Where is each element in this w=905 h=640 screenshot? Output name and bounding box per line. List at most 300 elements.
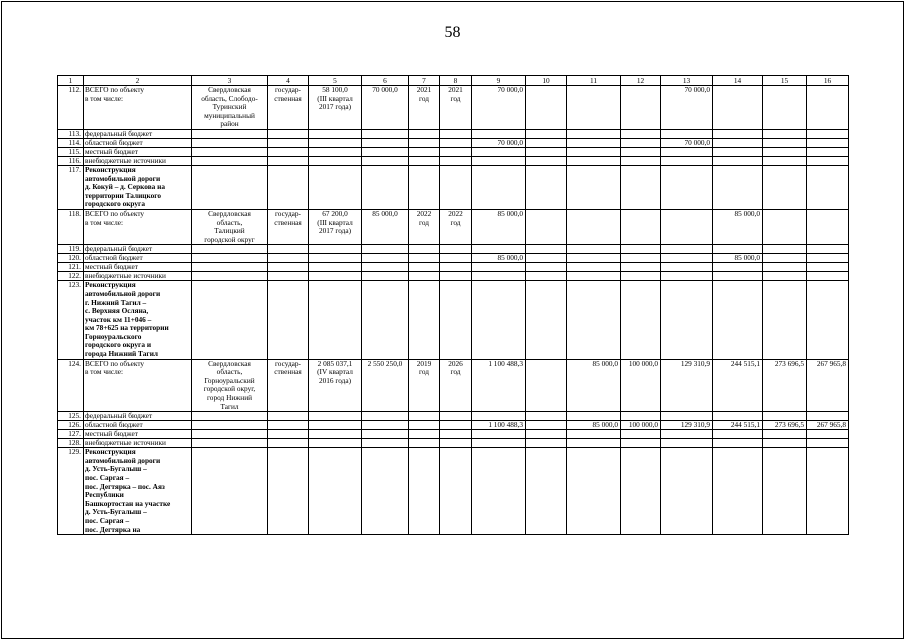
table-cell bbox=[713, 281, 763, 359]
table-cell bbox=[309, 138, 362, 147]
table-cell bbox=[763, 147, 807, 156]
table-cell: 124. bbox=[58, 359, 84, 412]
table-cell: внебюджетные источники bbox=[84, 439, 192, 448]
table-cell bbox=[621, 254, 661, 263]
table-row bbox=[58, 147, 849, 156]
table-cell bbox=[567, 86, 621, 130]
table-cell bbox=[621, 263, 661, 272]
table-cell: 2 085 037,1 (IV квартал 2016 года) bbox=[309, 359, 362, 412]
table-cell bbox=[621, 165, 661, 209]
table-cell: Свердловская область, Горноуральский городской округ, город Нижний Тагил bbox=[192, 359, 268, 412]
table-cell: областной бюджет bbox=[84, 254, 192, 263]
table-row bbox=[58, 439, 849, 448]
table-cell: 100 000,0 bbox=[621, 359, 661, 412]
table-cell bbox=[807, 272, 849, 281]
column-header: 16 bbox=[807, 76, 849, 86]
table-cell bbox=[567, 138, 621, 147]
table-cell: федеральный бюджет bbox=[84, 245, 192, 254]
table-cell: 122. bbox=[58, 272, 84, 281]
table-cell bbox=[362, 165, 409, 209]
table-cell bbox=[409, 439, 440, 448]
table-cell bbox=[807, 86, 849, 130]
column-header: 1 bbox=[58, 76, 84, 86]
table-row bbox=[58, 430, 849, 439]
table-cell: 2022 год bbox=[440, 209, 472, 244]
table-cell bbox=[472, 439, 526, 448]
table-cell: 70 000,0 bbox=[661, 86, 713, 130]
table-cell bbox=[567, 430, 621, 439]
table-cell bbox=[567, 281, 621, 359]
table-cell bbox=[472, 129, 526, 138]
table-cell bbox=[526, 263, 567, 272]
table-cell bbox=[763, 156, 807, 165]
page-number: 58 bbox=[444, 24, 461, 41]
table-cell bbox=[309, 147, 362, 156]
table-cell bbox=[567, 263, 621, 272]
table-cell bbox=[409, 147, 440, 156]
table-cell bbox=[713, 439, 763, 448]
table-cell: 2019 год bbox=[409, 359, 440, 412]
table-cell: 85 000,0 bbox=[567, 359, 621, 412]
table-row bbox=[58, 245, 849, 254]
table-row bbox=[58, 86, 849, 130]
table-cell: местный бюджет bbox=[84, 430, 192, 439]
table-cell bbox=[440, 254, 472, 263]
table-cell bbox=[362, 254, 409, 263]
table-cell bbox=[763, 430, 807, 439]
table-cell bbox=[362, 430, 409, 439]
table-cell bbox=[268, 412, 309, 421]
table-cell bbox=[268, 272, 309, 281]
table-cell bbox=[713, 448, 763, 535]
table-cell bbox=[440, 147, 472, 156]
table-cell bbox=[567, 129, 621, 138]
table-cell bbox=[309, 263, 362, 272]
table-cell bbox=[192, 281, 268, 359]
table-cell: государ- ственная bbox=[268, 359, 309, 412]
table-cell: 114. bbox=[58, 138, 84, 147]
column-header: 8 bbox=[440, 76, 472, 86]
table-cell bbox=[763, 86, 807, 130]
table-cell bbox=[192, 147, 268, 156]
table-cell bbox=[409, 272, 440, 281]
table-cell: 244 515,1 bbox=[713, 421, 763, 430]
table-cell bbox=[409, 156, 440, 165]
table-cell bbox=[567, 165, 621, 209]
table-cell bbox=[621, 129, 661, 138]
table-cell bbox=[763, 254, 807, 263]
table-cell: 85 000,0 bbox=[713, 254, 763, 263]
table-cell bbox=[472, 165, 526, 209]
table-cell bbox=[440, 165, 472, 209]
table-cell bbox=[309, 281, 362, 359]
table-cell: 121. bbox=[58, 263, 84, 272]
table-cell bbox=[409, 263, 440, 272]
table-cell: 116. bbox=[58, 156, 84, 165]
table-cell: внебюджетные источники bbox=[84, 272, 192, 281]
table-cell bbox=[472, 156, 526, 165]
table-cell: государ- ственная bbox=[268, 209, 309, 244]
table-cell bbox=[309, 254, 362, 263]
table-cell: 129 310,9 bbox=[661, 359, 713, 412]
table-cell bbox=[362, 439, 409, 448]
table-cell bbox=[362, 129, 409, 138]
table-cell: Реконструкция автомобильной дороги д. Кокуй – д. Серкова на территории Талицкого городского округа bbox=[84, 165, 192, 209]
table-cell: 67 200,0 (III квартал 2017 года) bbox=[309, 209, 362, 244]
table-cell bbox=[268, 156, 309, 165]
table-cell bbox=[309, 272, 362, 281]
table-cell bbox=[472, 430, 526, 439]
column-header: 15 bbox=[763, 76, 807, 86]
table-row bbox=[58, 254, 849, 263]
table-cell: 129 310,9 bbox=[661, 421, 713, 430]
table-cell bbox=[409, 165, 440, 209]
table-cell bbox=[807, 412, 849, 421]
table-cell bbox=[661, 209, 713, 244]
table-cell bbox=[807, 430, 849, 439]
table-cell: Свердловская область, Слободо- Туринский муниципальный район bbox=[192, 86, 268, 130]
table-row bbox=[58, 272, 849, 281]
table-cell: 120. bbox=[58, 254, 84, 263]
table-cell bbox=[807, 129, 849, 138]
table-cell: 273 696,5 bbox=[763, 359, 807, 412]
table-cell: 273 696,5 bbox=[763, 421, 807, 430]
table-cell bbox=[268, 138, 309, 147]
table-cell bbox=[309, 129, 362, 138]
table-cell: федеральный бюджет bbox=[84, 129, 192, 138]
table-cell bbox=[763, 138, 807, 147]
table-cell bbox=[763, 209, 807, 244]
table-cell: 85 000,0 bbox=[713, 209, 763, 244]
table-cell bbox=[807, 439, 849, 448]
table-cell bbox=[268, 430, 309, 439]
column-header: 6 bbox=[362, 76, 409, 86]
header-row bbox=[58, 76, 849, 86]
table-cell bbox=[807, 245, 849, 254]
table-cell bbox=[440, 281, 472, 359]
table-cell bbox=[192, 412, 268, 421]
table-cell bbox=[713, 86, 763, 130]
table-cell bbox=[440, 412, 472, 421]
table-cell bbox=[621, 209, 661, 244]
table-cell bbox=[440, 263, 472, 272]
table-cell bbox=[713, 147, 763, 156]
table-cell bbox=[621, 281, 661, 359]
table-row bbox=[58, 421, 849, 430]
table-cell bbox=[362, 272, 409, 281]
table-cell: 2021 год bbox=[409, 86, 440, 130]
table-cell bbox=[526, 165, 567, 209]
table-cell bbox=[526, 129, 567, 138]
table-cell bbox=[309, 412, 362, 421]
table-cell: Реконструкция автомобильной дороги г. Нижний Тагил – с. Верхняя Осляна, участок км 11+046 – км 78+625 на территории Горноуральского городского округа и города Нижний Тагил bbox=[84, 281, 192, 359]
table-cell bbox=[763, 245, 807, 254]
table-cell bbox=[661, 245, 713, 254]
table-cell bbox=[621, 448, 661, 535]
table-cell bbox=[661, 254, 713, 263]
table-cell: 267 965,8 bbox=[807, 359, 849, 412]
table-cell bbox=[621, 156, 661, 165]
table-cell: 2021 год bbox=[440, 86, 472, 130]
table-cell: 2 550 250,0 bbox=[362, 359, 409, 412]
table-cell bbox=[192, 439, 268, 448]
table-cell bbox=[807, 448, 849, 535]
table-cell bbox=[362, 412, 409, 421]
table-cell bbox=[567, 448, 621, 535]
table-cell: ВСЕГО по объекту в том числе: bbox=[84, 209, 192, 244]
table-cell bbox=[661, 272, 713, 281]
table-cell bbox=[763, 281, 807, 359]
table-cell bbox=[409, 245, 440, 254]
table-cell bbox=[621, 272, 661, 281]
table-cell bbox=[763, 439, 807, 448]
table-row bbox=[58, 138, 849, 147]
table-cell bbox=[661, 165, 713, 209]
table-cell: внебюджетные источники bbox=[84, 156, 192, 165]
table-cell bbox=[621, 138, 661, 147]
table-cell bbox=[621, 147, 661, 156]
table-cell: местный бюджет bbox=[84, 263, 192, 272]
table-cell bbox=[661, 147, 713, 156]
table-cell: 123. bbox=[58, 281, 84, 359]
table-cell: 125. bbox=[58, 412, 84, 421]
table-cell bbox=[807, 254, 849, 263]
table-cell: Свердловская область, Талицкий городской округ bbox=[192, 209, 268, 244]
table-row bbox=[58, 359, 849, 412]
table-cell bbox=[526, 254, 567, 263]
table-cell bbox=[807, 263, 849, 272]
table-cell bbox=[713, 245, 763, 254]
table-cell bbox=[763, 165, 807, 209]
table-cell bbox=[362, 448, 409, 535]
table-cell bbox=[192, 138, 268, 147]
table-cell bbox=[409, 421, 440, 430]
table-cell: 58 100,0 (III квартал 2017 года) bbox=[309, 86, 362, 130]
column-header: 5 bbox=[309, 76, 362, 86]
table-cell bbox=[526, 281, 567, 359]
table-cell bbox=[661, 439, 713, 448]
table-cell: 85 000,0 bbox=[362, 209, 409, 244]
table-cell bbox=[268, 165, 309, 209]
table-cell bbox=[472, 245, 526, 254]
table-cell bbox=[268, 263, 309, 272]
table-cell: 70 000,0 bbox=[472, 86, 526, 130]
table-cell bbox=[763, 448, 807, 535]
table-cell bbox=[807, 209, 849, 244]
table-cell bbox=[268, 129, 309, 138]
table-row bbox=[58, 165, 849, 209]
table-cell bbox=[440, 138, 472, 147]
table-cell: 113. bbox=[58, 129, 84, 138]
table-cell bbox=[192, 430, 268, 439]
table-cell bbox=[192, 129, 268, 138]
table-cell: 1 100 488,3 bbox=[472, 359, 526, 412]
table-cell bbox=[621, 412, 661, 421]
table-cell bbox=[472, 147, 526, 156]
table-cell bbox=[192, 254, 268, 263]
table-cell bbox=[661, 129, 713, 138]
table-row bbox=[58, 263, 849, 272]
table-cell bbox=[567, 272, 621, 281]
table-cell: 128. bbox=[58, 439, 84, 448]
column-header: 9 bbox=[472, 76, 526, 86]
table-cell: 85 000,0 bbox=[472, 254, 526, 263]
table-row bbox=[58, 129, 849, 138]
table-cell: 126. bbox=[58, 421, 84, 430]
table-row bbox=[58, 448, 849, 535]
table-cell: 129. bbox=[58, 448, 84, 535]
table-cell bbox=[713, 412, 763, 421]
table-cell bbox=[526, 209, 567, 244]
table-cell: государ- ственная bbox=[268, 86, 309, 130]
table-cell bbox=[409, 138, 440, 147]
table-cell bbox=[763, 272, 807, 281]
table-cell bbox=[621, 439, 661, 448]
table-cell bbox=[807, 165, 849, 209]
table-cell bbox=[192, 165, 268, 209]
table-cell bbox=[621, 86, 661, 130]
table-cell bbox=[526, 138, 567, 147]
table-cell bbox=[713, 165, 763, 209]
table-cell bbox=[713, 129, 763, 138]
table-row bbox=[58, 281, 849, 359]
table-cell bbox=[192, 421, 268, 430]
table-cell bbox=[713, 263, 763, 272]
table-cell bbox=[567, 254, 621, 263]
table-cell: 117. bbox=[58, 165, 84, 209]
table-cell: федеральный бюджет bbox=[84, 412, 192, 421]
table-cell bbox=[526, 439, 567, 448]
table-cell bbox=[661, 430, 713, 439]
table-cell: 267 965,8 bbox=[807, 421, 849, 430]
table-cell bbox=[440, 272, 472, 281]
table-cell: Реконструкция автомобильной дороги д. Усть-Бугалыш – пос. Саргая – пос. Дегтярка – пос. Аяз Республики Башкортостан на участке д. Усть-Бугалыш – пос. Саргая – пос. Дегтярка на bbox=[84, 448, 192, 535]
table-cell bbox=[440, 430, 472, 439]
table-cell bbox=[362, 245, 409, 254]
table-cell: 112. bbox=[58, 86, 84, 130]
table-cell bbox=[621, 430, 661, 439]
table-cell bbox=[661, 281, 713, 359]
table-cell bbox=[526, 245, 567, 254]
table-cell bbox=[661, 448, 713, 535]
table-cell bbox=[567, 156, 621, 165]
table-cell bbox=[409, 281, 440, 359]
table-cell bbox=[621, 245, 661, 254]
table-cell bbox=[763, 129, 807, 138]
table-cell bbox=[526, 147, 567, 156]
table-cell: 70 000,0 bbox=[472, 138, 526, 147]
table-cell bbox=[309, 245, 362, 254]
table-cell bbox=[409, 448, 440, 535]
table-cell bbox=[362, 421, 409, 430]
table-cell: местный бюджет bbox=[84, 147, 192, 156]
column-header: 2 bbox=[84, 76, 192, 86]
table-cell bbox=[268, 439, 309, 448]
table-cell bbox=[192, 272, 268, 281]
table-cell: 244 515,1 bbox=[713, 359, 763, 412]
table-cell bbox=[713, 156, 763, 165]
table-cell bbox=[807, 281, 849, 359]
table-cell bbox=[268, 245, 309, 254]
table-cell: 85 000,0 bbox=[567, 421, 621, 430]
table-cell bbox=[763, 412, 807, 421]
table-cell bbox=[309, 448, 362, 535]
investment-table bbox=[57, 75, 849, 535]
column-header: 7 bbox=[409, 76, 440, 86]
table-cell bbox=[713, 430, 763, 439]
table-cell bbox=[567, 439, 621, 448]
table-cell bbox=[661, 156, 713, 165]
table-cell bbox=[567, 245, 621, 254]
table-cell bbox=[526, 272, 567, 281]
table-cell bbox=[362, 156, 409, 165]
column-header: 11 bbox=[567, 76, 621, 86]
table-cell bbox=[713, 272, 763, 281]
table-cell bbox=[567, 412, 621, 421]
table-cell: 1 100 488,3 bbox=[472, 421, 526, 430]
table-cell bbox=[268, 147, 309, 156]
table-cell bbox=[807, 156, 849, 165]
table-cell bbox=[526, 156, 567, 165]
table-cell: 2022 год bbox=[409, 209, 440, 244]
table-cell bbox=[567, 147, 621, 156]
table-cell bbox=[362, 263, 409, 272]
column-header: 14 bbox=[713, 76, 763, 86]
table-cell bbox=[192, 263, 268, 272]
column-header: 12 bbox=[621, 76, 661, 86]
table-cell bbox=[192, 156, 268, 165]
table-cell bbox=[526, 448, 567, 535]
table-cell bbox=[268, 421, 309, 430]
table-cell: 115. bbox=[58, 147, 84, 156]
table-cell bbox=[472, 272, 526, 281]
table-cell bbox=[526, 421, 567, 430]
table-cell: ВСЕГО по объекту в том числе: bbox=[84, 359, 192, 412]
table-cell bbox=[409, 129, 440, 138]
table-cell: ВСЕГО по объекту в том числе: bbox=[84, 86, 192, 130]
table-cell bbox=[440, 129, 472, 138]
table-cell: 100 000,0 bbox=[621, 421, 661, 430]
column-header: 13 bbox=[661, 76, 713, 86]
table-cell: областной бюджет bbox=[84, 421, 192, 430]
table-cell: 70 000,0 bbox=[362, 86, 409, 130]
table-cell: 85 000,0 bbox=[472, 209, 526, 244]
column-header: 3 bbox=[192, 76, 268, 86]
table-cell: 2026 год bbox=[440, 359, 472, 412]
table-cell: 127. bbox=[58, 430, 84, 439]
table-cell bbox=[472, 263, 526, 272]
table-cell: 70 000,0 bbox=[661, 138, 713, 147]
table-cell bbox=[440, 156, 472, 165]
table-cell: областной бюджет bbox=[84, 138, 192, 147]
table-row bbox=[58, 156, 849, 165]
column-header: 4 bbox=[268, 76, 309, 86]
table-cell bbox=[440, 245, 472, 254]
table-cell: 118. bbox=[58, 209, 84, 244]
table-cell: 119. bbox=[58, 245, 84, 254]
table-cell bbox=[526, 412, 567, 421]
table-cell bbox=[192, 448, 268, 535]
table-cell bbox=[309, 430, 362, 439]
table-cell bbox=[661, 263, 713, 272]
table-cell bbox=[807, 138, 849, 147]
table-cell bbox=[409, 254, 440, 263]
table-cell bbox=[309, 439, 362, 448]
table-cell bbox=[268, 254, 309, 263]
table-cell bbox=[526, 430, 567, 439]
table-cell bbox=[192, 245, 268, 254]
table-row bbox=[58, 209, 849, 244]
